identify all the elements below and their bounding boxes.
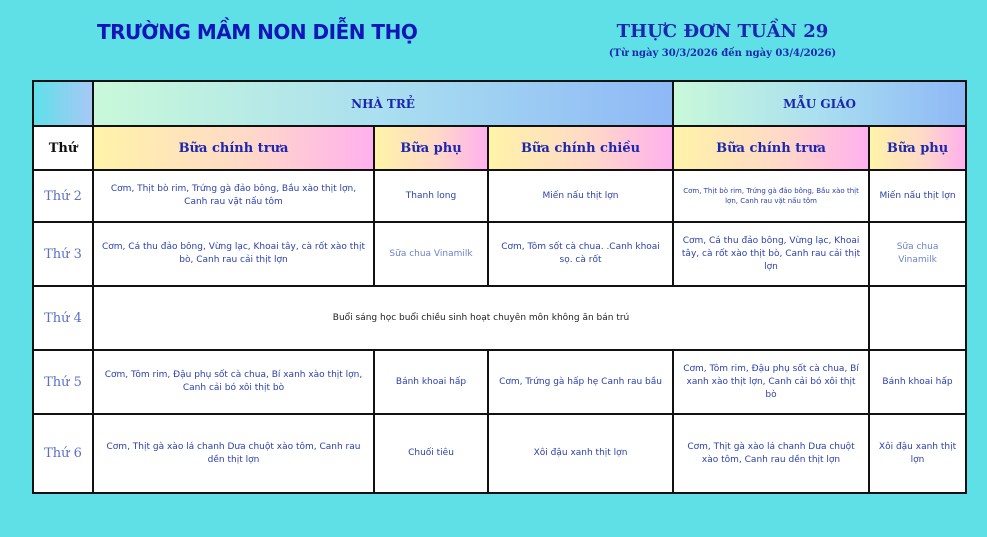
day-label: Thứ 5	[33, 350, 93, 414]
nt-afternoon-cell: Miến nấu thịt lợn	[488, 170, 673, 222]
group-mau-giao: MẪU GIÁO	[673, 81, 966, 126]
day-label: Thứ 6	[33, 414, 93, 493]
nt-afternoon-cell: Xôi đậu xanh thịt lợn	[488, 414, 673, 493]
table-row	[33, 170, 966, 222]
table-row	[33, 414, 966, 493]
mg-snack-cell: Sữa chua Vinamilk	[869, 222, 966, 286]
nt-snack-cell: Thanh long	[374, 170, 488, 222]
nt-lunch-cell: Cơm, Tôm rim, Đậu phụ sốt cà chua, Bí xanh xào thịt lợn, Canh cải bó xôi thịt bò	[93, 350, 374, 414]
mg-lunch-cell: Cơm, Thịt bò rim, Trứng gà đảo bông, Bầu xào thịt lợn, Canh rau vặt nấu tôm	[673, 170, 869, 222]
nt-lunch-cell: Cơm, Thịt gà xào lá chanh Dưa chuột xào tôm, Canh rau dền thịt lợn	[93, 414, 374, 493]
mg-lunch-cell: Cơm, Thịt gà xào lá chanh Dưa chuột xào tôm, Canh rau dền thịt lợn	[673, 414, 869, 493]
column-header-row	[33, 126, 966, 170]
day-label: Thứ 3	[33, 222, 93, 286]
day-label: Thứ 2	[33, 170, 93, 222]
day-label: Thứ 4	[33, 286, 93, 350]
column-header-nt-afternoon: Bữa chính chiều	[488, 126, 673, 170]
group-nha-tre: NHÀ TRẺ	[93, 81, 673, 126]
table-row	[33, 222, 966, 286]
nt-afternoon-cell: Cơm, Trứng gà hấp hẹ Canh rau bầu	[488, 350, 673, 414]
corner-cell	[33, 81, 93, 126]
column-header-mg-lunch: Bữa chính trưa	[673, 126, 869, 170]
nt-snack-cell: Bánh khoai hấp	[374, 350, 488, 414]
group-header-row	[33, 81, 966, 126]
mg-snack-cell-empty	[869, 286, 966, 350]
menu-title: THỰC ĐƠN TUẦN 29	[616, 21, 829, 42]
mg-lunch-cell: Cơm, Tôm rim, Đậu phụ sốt cà chua, Bí xanh xào thịt lợn, Canh cải bó xôi thịt bò	[673, 350, 869, 414]
column-header-nt-snack: Bữa phụ	[374, 126, 488, 170]
column-header-mg-snack: Bữa phụ	[869, 126, 966, 170]
nt-snack-cell: Sữa chua Vinamilk	[374, 222, 488, 286]
mg-lunch-cell: Cơm, Cá thu đảo bông, Vừng lạc, Khoai tây, cà rốt xào thịt bò, Canh rau cải thịt lợn	[673, 222, 869, 286]
table-row	[33, 286, 966, 350]
school-name: TRƯỜNG MẦM NON DIỄN THỌ	[97, 20, 418, 44]
mg-snack-cell: Miến nấu thịt lợn	[869, 170, 966, 222]
table-row	[33, 350, 966, 414]
nt-snack-cell: Chuối tiêu	[374, 414, 488, 493]
menu-date-range: (Từ ngày 30/3/2026 đến ngày 03/4/2026)	[608, 48, 837, 59]
nt-lunch-cell: Cơm, Thịt bò rim, Trứng gà đảo bông, Bầu xào thịt lợn, Canh rau vặt nấu tôm	[93, 170, 374, 222]
nt-afternoon-cell: Cơm, Tôm sốt cà chua. .Canh khoai sọ. cà rốt	[488, 222, 673, 286]
menu-table	[32, 80, 967, 494]
nt-lunch-cell: Cơm, Cá thu đảo bông, Vừng lạc, Khoai tây, cà rốt xào thịt bò, Canh rau cải thịt lợn	[93, 222, 374, 286]
column-header-nt-lunch: Bữa chính trưa	[93, 126, 374, 170]
mg-snack-cell: Xôi đậu xanh thịt lợn	[869, 414, 966, 493]
notice-cell: Buổi sáng học buổi chiều sinh hoạt chuyên môn không ăn bán trú	[93, 286, 869, 350]
column-header-day: Thứ	[33, 126, 93, 170]
mg-snack-cell: Bánh khoai hấp	[869, 350, 966, 414]
